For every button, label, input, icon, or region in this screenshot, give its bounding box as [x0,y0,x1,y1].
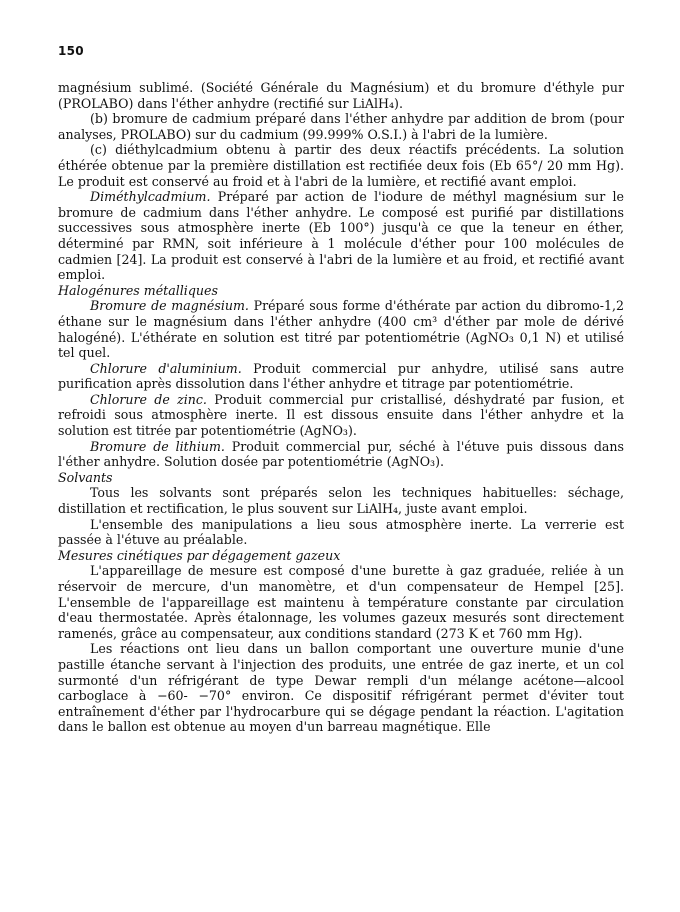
chlorure-zinc-term: Chlorure de zinc. [90,391,207,407]
paragraph-cadmium-bromide: (b) bromure de cadmium préparé dans l'éther anhydre par addition de brom (pour analyses, PROLABO) sur du cadmium (99.999% O.S.I.) à l'abri de la lumière. [58,111,624,142]
paragraph-diethylcadmium: (c) diéthylcadmium obtenu à partir des deux réactifs précédents. La solution éthérée obtenue par la première distillation est rectifiée deux fois (Eb 65°/ 20 mm Hg). Le produit est conservé au froid et à l'abri de la lumière, et rectifié avant emploi. [58,142,624,189]
paragraph-mesures-appareillage: L'appareillage de mesure est composé d'une burette à gaz graduée, reliée à un réservoir de mercure, d'un manomètre, et d'un compensateur de Hempel [25]. L'ensemble de l'appareillage est maintenu à température constante par circulation d'eau thermostatée. Après étalonnage, les volumes gazeux mesurés sont directement ramenés, grâce au compensateur, aux conditions standard (273 K et 760 mm Hg). [58,563,624,641]
bromure-magnesium-term: Bromure de magnésium. [90,298,249,314]
page-body [58,80,624,735]
section-heading-halogenures: Halogénures métalliques [58,282,218,298]
paragraph-dimethylcadmium [58,189,624,283]
paragraph-solvants-preparation: Tous les solvants sont préparés selon les techniques habituelles: séchage, distillation et rectification, le plus souvent sur LiAlH₄, juste avant emploi. [58,485,624,517]
bromure-magnesium-text: Préparé sous forme d'éthérate par action du dibromo-1,2 éthane sur le magnésium dans l'éther anhydre (400 cm³ d'éther par mole de dérivé halogéné). L'éthérate en solution est titré par potentiométrie (AgNO₃ 0,1 N) et utilisé tel quel. [58,298,624,361]
page-number: 150 [58,44,84,58]
chlorure-zinc-text: Produit commercial pur cristallisé, déshydraté par fusion, et refroidi sous atmosphère inerte. Il est dissous ensuite dans l'éther anhydre et la solution est titrée par potentiométrie (AgNO₃). [58,391,625,439]
chlorure-aluminium-text: Produit commercial pur anhydre, utilisé sans autre purification après dissolution dans l'éther anhydre et titrage par potentiométrie. [58,360,624,392]
chlorure-aluminium-term: Chlorure d'aluminium. [90,360,242,376]
paragraph-solvants-atmosphere: L'ensemble des manipulations a lieu sous atmosphère inerte. La verrerie est passée à l'étuve au préalable. [58,516,624,548]
paragraph-bromure-lithium [58,439,624,470]
bromure-lithium-term: Bromure de lithium. [90,438,225,454]
paragraph-mesures-reactions: Les réactions ont lieu dans un ballon comportant une ouverture munie d'une pastille étanche servant à l'injection des produits, une entrée de gaz inerte, et un col surmonté d'un réfrigérant de type Dewar rempli d'un mélange acétone—alcool carboglace à −60- −70° environ. Ce dispositif réfrigérant permet d'éviter tout entraînement d'éther par l'hydrocarbure qui se dégage pendant la réaction. L'agitation dans le ballon est obtenue au moyen d'un barreau magnétique. Elle [58,641,624,735]
section-heading-solvants: Solvants [58,469,113,485]
dimethylcadmium-text: Préparé par action de l'iodure de méthyl magnésium sur le bromure de cadmium dans l'éther anhydre. Le composé est purifié par distillations successives sous atmosphère inerte (Eb 100°) jusqu'à ce que la teneur en éther, déterminé par RMN, soit inférieure à 1 molécule d'éther pour 100 molécules de cadmien [24]. La produit est conservé à l'abri de la lumière et au froid, et rectifié avant emploi. [58,189,624,283]
section-heading-mesures: Mesures cinétiques par dégagement gazeux [58,547,341,563]
paragraph-chlorure-aluminium [58,361,624,392]
dimethylcadmium-term: Diméthylcadmium. [90,189,211,205]
bromure-lithium-text: Produit commercial pur, séché à l'étuve puis dissous dans l'éther anhydre. Solution dosée par potentiométrie (AgNO₃). [58,438,624,470]
paragraph-continuation: magnésium sublimé. (Société Générale du Magnésium) et du bromure d'éthyle pur (PROLABO) dans l'éther anhydre (rectifié sur LiAlH₄). [58,80,624,111]
paragraph-chlorure-zinc [58,392,624,439]
paragraph-bromure-magnesium [58,298,624,360]
